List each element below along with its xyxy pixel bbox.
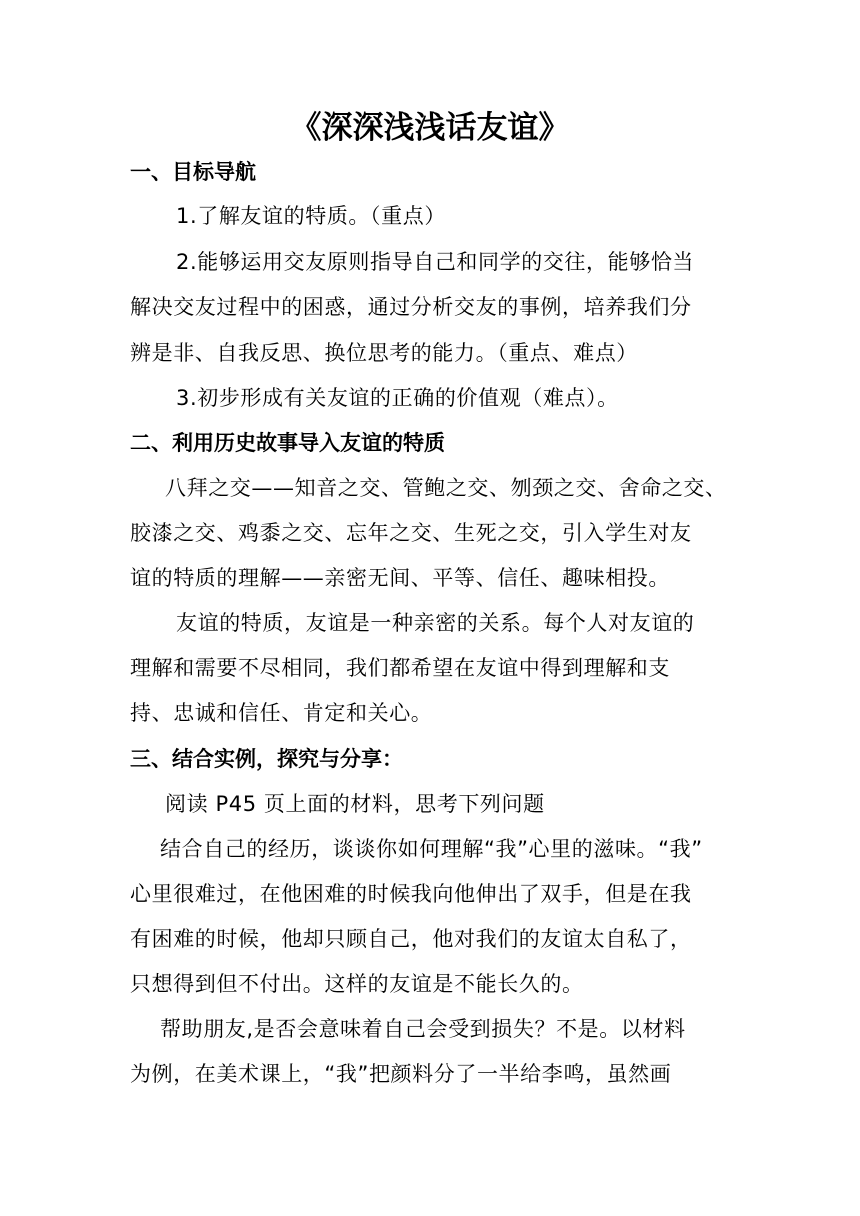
paragraph-line: 只想得到但不付出。这样的友谊是不能长久的。 bbox=[130, 972, 584, 996]
paragraph-line: 心里很难过，在他困难的时候我向他伸出了双手，但是在我 bbox=[130, 882, 692, 906]
paragraph-line: 持、忠诚和信任、肯定和关心。 bbox=[130, 701, 433, 725]
document-title: 《深深浅浅话友谊》 bbox=[290, 110, 570, 146]
paragraph-line: 有困难的时候，他却只顾自己，他对我们的友谊太自私了， bbox=[130, 927, 692, 951]
paragraph-line: 帮助朋友,是否会意味着自己会受到损失？不是。以材料 bbox=[160, 1017, 686, 1041]
paragraph-line: 2.能够运用交友原则指导自己和同学的交往，能够恰当 bbox=[176, 250, 695, 274]
paragraph-line: 胶漆之交、鸡黍之交、忘年之交、生死之交，引入学生对友 bbox=[130, 521, 692, 545]
section-heading-examples: 三、结合实例，探究与分享： bbox=[130, 747, 403, 771]
section-heading-goals: 一、目标导航 bbox=[130, 160, 256, 184]
section-heading-history: 二、利用历史故事导入友谊的特质 bbox=[130, 431, 445, 455]
paragraph-line: 理解和需要不尽相同，我们都希望在友谊中得到理解和支 bbox=[130, 656, 670, 680]
paragraph-line: 1.了解友谊的特质。（重点） bbox=[176, 204, 446, 228]
paragraph-line: 谊的特质的理解——亲密无间、平等、信任、趣味相投。 bbox=[130, 566, 670, 590]
paragraph-line: 辨是非、自我反思、换位思考的能力。（重点、难点） bbox=[130, 341, 638, 365]
paragraph-line: 解决交友过程中的困惑，通过分析交友的事例，培养我们分 bbox=[130, 295, 692, 319]
paragraph-line: 3.初步形成有关友谊的正确的价值观（难点）。 bbox=[176, 386, 619, 410]
paragraph-line: 为例，在美术课上，“我”把颜料分了一半给李鸣，虽然画 bbox=[130, 1062, 672, 1086]
paragraph-line: 阅读 P45 页上面的材料，思考下列问题 bbox=[165, 792, 545, 816]
paragraph-line: 八拜之交——知音之交、管鲍之交、刎颈之交、舍命之交、 bbox=[165, 476, 727, 500]
paragraph-line: 友谊的特质，友谊是一种亲密的关系。每个人对友谊的 bbox=[176, 611, 695, 635]
paragraph-line: 结合自己的经历，谈谈你如何理解“我”心里的滋味。“我” bbox=[160, 837, 703, 861]
